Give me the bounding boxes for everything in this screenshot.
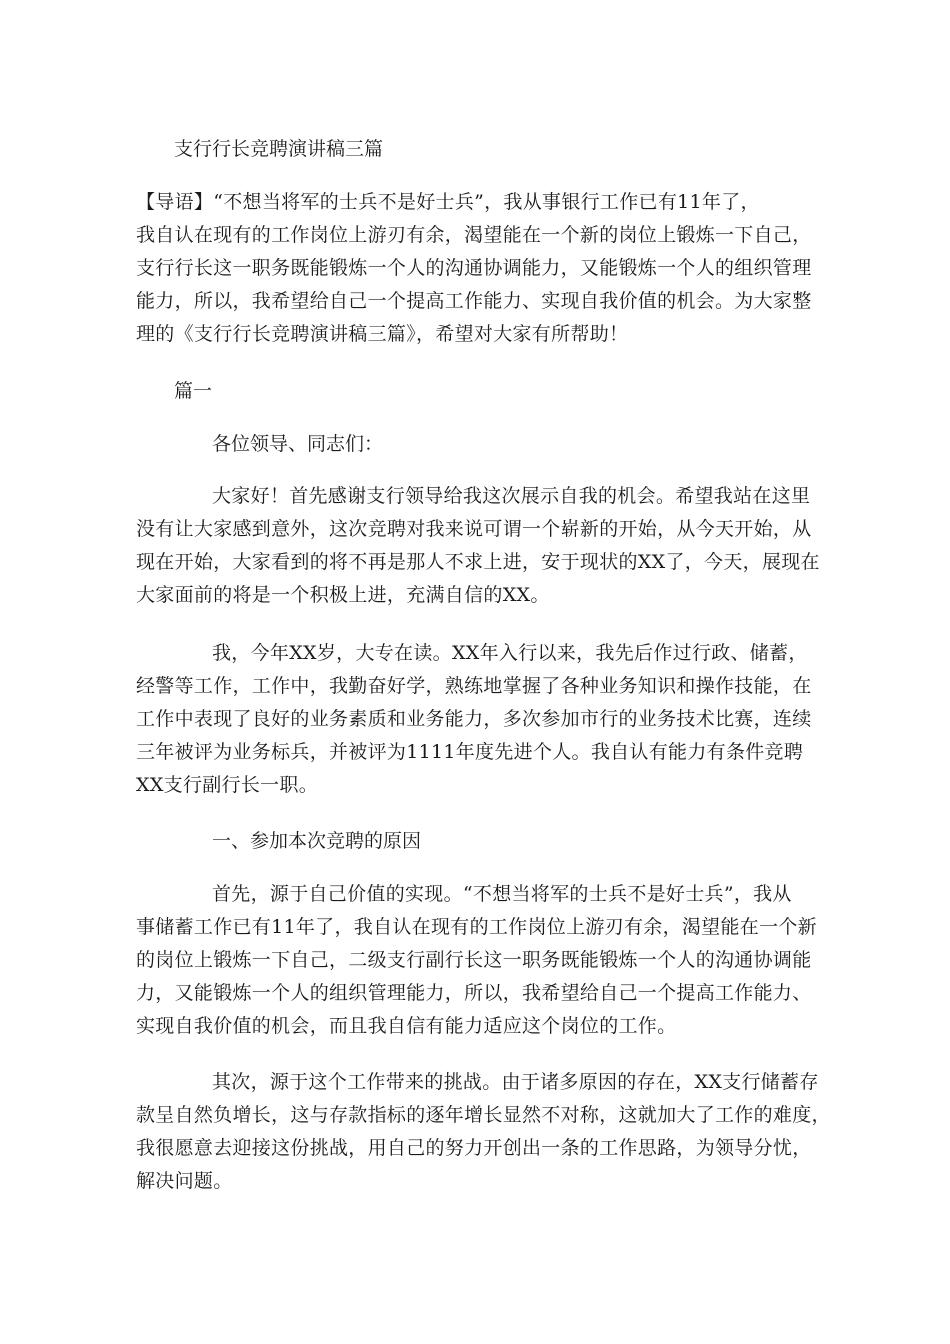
paragraph-line: 三年被评为业务标兵，并被评为1111年度先进个人。我自认有能力有条件竞聘 — [136, 741, 804, 763]
paragraph-3 — [136, 878, 826, 1043]
intro-line: 支行行长这一职务既能锻炼一个人的沟通协调能力，又能锻炼一个人的组织管理 — [136, 257, 812, 279]
paragraph-line: 其次，源于这个工作带来的挑战。由于诸多原因的存在，XX支行储蓄存 — [212, 1071, 819, 1093]
paragraph-line: 工作中表现了良好的业务素质和业务能力，多次参加市行的业务技术比赛，连续 — [136, 708, 812, 730]
subheading: 一、参加本次竞聘的原因 — [212, 830, 422, 852]
paragraph-line: 的岗位上锻炼一下自己，二级支行副行长这一职务既能锻炼一个人的沟通协调能 — [136, 949, 812, 971]
paragraph-line: 力，又能锻炼一个人的组织管理能力，所以，我希望给自己一个提高工作能力、 — [136, 982, 812, 1004]
intro-line: 能力，所以，我希望给自己一个提高工作能力、实现自我价值的机会。为大家整 — [136, 290, 812, 312]
paragraph-line: 实现自我价值的机会，而且我自信有能力适应这个岗位的工作。 — [136, 1015, 677, 1037]
paragraph-line: 没有让大家感到意外，这次竞聘对我来说可谓一个崭新的开始，从今天开始，从 — [136, 518, 812, 540]
intro-paragraph — [136, 186, 826, 351]
paragraph-line: 首先，源于自己价值的实现。“不想当将军的士兵不是好士兵”，我从 — [212, 883, 792, 905]
paragraph-line: XX支行副行长一职。 — [136, 774, 319, 796]
paragraph-line: 我很愿意去迎接这份挑战，用自己的努力开创出一条的工作思路，为领导分忧， — [136, 1137, 812, 1159]
paragraph-2 — [136, 637, 826, 802]
paragraph-line: 经警等工作，工作中，我勤奋好学，熟练地掌握了各种业务知识和操作技能，在 — [136, 675, 812, 697]
paragraph-line: 事储蓄工作已有11年了，我自认在现有的工作岗位上游刃有余，渴望能在一个新 — [136, 916, 817, 938]
salutation: 各位领导、同志们： — [212, 433, 384, 455]
paragraph-4 — [136, 1066, 831, 1198]
intro-line: 我自认在现有的工作岗位上游刃有余，渴望能在一个新的岗位上锻炼一下自己， — [136, 224, 812, 246]
paragraph-line: 款呈自然负增长，这与存款指标的逐年增长显然不对称，这就加大了工作的难度， — [136, 1104, 831, 1126]
intro-line: 理的《支行行长竞聘演讲稿三篇》，希望对大家有所帮助！ — [136, 323, 629, 345]
paragraph-1 — [136, 480, 826, 612]
paragraph-line: 解决问题。 — [136, 1170, 233, 1192]
intro-line: 【导语】“不想当将军的士兵不是好士兵”，我从事银行工作已有11年了， — [136, 191, 760, 213]
paragraph-line: 大家面前的将是一个积极上进，充满自信的XX。 — [136, 584, 550, 606]
section-label: 篇一 — [174, 380, 213, 402]
paragraph-line: 大家好！首先感谢支行领导给我这次展示自我的机会。希望我站在这里 — [212, 485, 811, 507]
paragraph-line: 我，今年XX岁，大专在读。XX年入行以来，我先后作过行政、储蓄， — [212, 642, 808, 664]
document-title: 支行行长竞聘演讲稿三篇 — [174, 138, 384, 160]
paragraph-line: 现在开始，大家看到的将不再是那人不求上进，安于现状的XX了，今天，展现在 — [136, 551, 820, 573]
